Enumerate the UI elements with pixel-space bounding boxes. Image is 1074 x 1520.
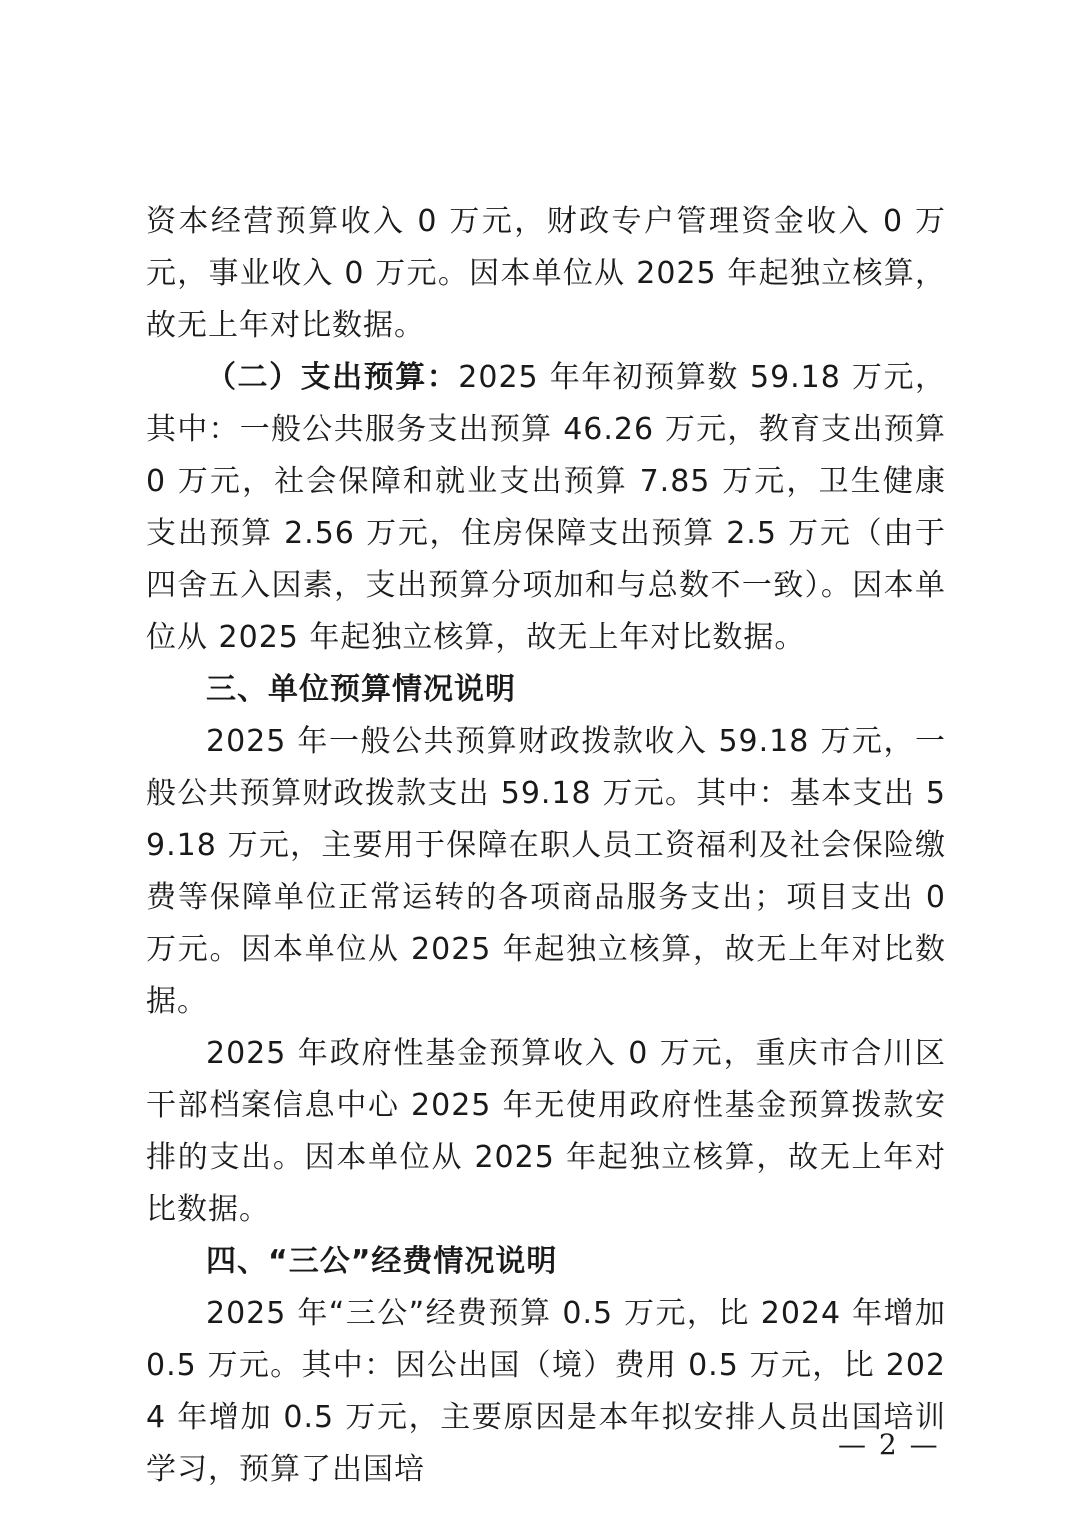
document-body bbox=[146, 196, 946, 1496]
paragraph-government-fund: 2025 年政府性基金预算收入 0 万元，重庆市合川区干部档案信息中心 2025 年无使用政府性基金预算拨款安排的支出。因本单位从 2025 年起独立核算，故无上年对比数据。 bbox=[146, 1036, 946, 1227]
paragraph-general-budget: 2025 年一般公共预算财政拨款收入 59.18 万元，一般公共预算财政拨款支出 59.18 万元。其中：基本支出 59.18 万元，主要用于保障在职人员工资福利及社会保险缴费等保障单位正常运转的各项商品服务支出；项目支出 0 万元。因本单位从 2025 年起独立核算，故无上年对比数据。 bbox=[146, 724, 946, 1019]
section-heading-unit-budget: 三、单位预算情况说明 bbox=[206, 672, 516, 707]
expenditure-budget-label: （二）支出预算： bbox=[206, 360, 459, 395]
page-number: — 2 — bbox=[838, 1428, 940, 1461]
paragraph-expenditure-budget bbox=[146, 352, 946, 664]
expenditure-budget-text: 2025 年年初预算数 59.18 万元，其中：一般公共服务支出预算 46.26 万元，教育支出预算 0 万元，社会保障和就业支出预算 7.85 万元，卫生健康支出预算 2.56 万元，住房保障支出预算 2.5 万元（由于四舍五入因素，支出预算分项加和与总数不一致）。因本单位从 2025 年起独立核算，故无上年对比数据。 bbox=[146, 360, 947, 655]
paragraph-three-public-expenses: 2025 年“三公”经费预算 0.5 万元，比 2024 年增加 0.5 万元。其中：因公出国（境）费用 0.5 万元，比 2024 年增加 0.5 万元，主要原因是本年拟安排人员出国培训学习，预算了出国培 bbox=[146, 1296, 946, 1487]
paragraph-revenue-continued: 资本经营预算收入 0 万元，财政专户管理资金收入 0 万元，事业收入 0 万元。因本单位从 2025 年起独立核算，故无上年对比数据。 bbox=[146, 204, 946, 343]
section-heading-three-public: 四、“三公”经费情况说明 bbox=[206, 1244, 558, 1279]
